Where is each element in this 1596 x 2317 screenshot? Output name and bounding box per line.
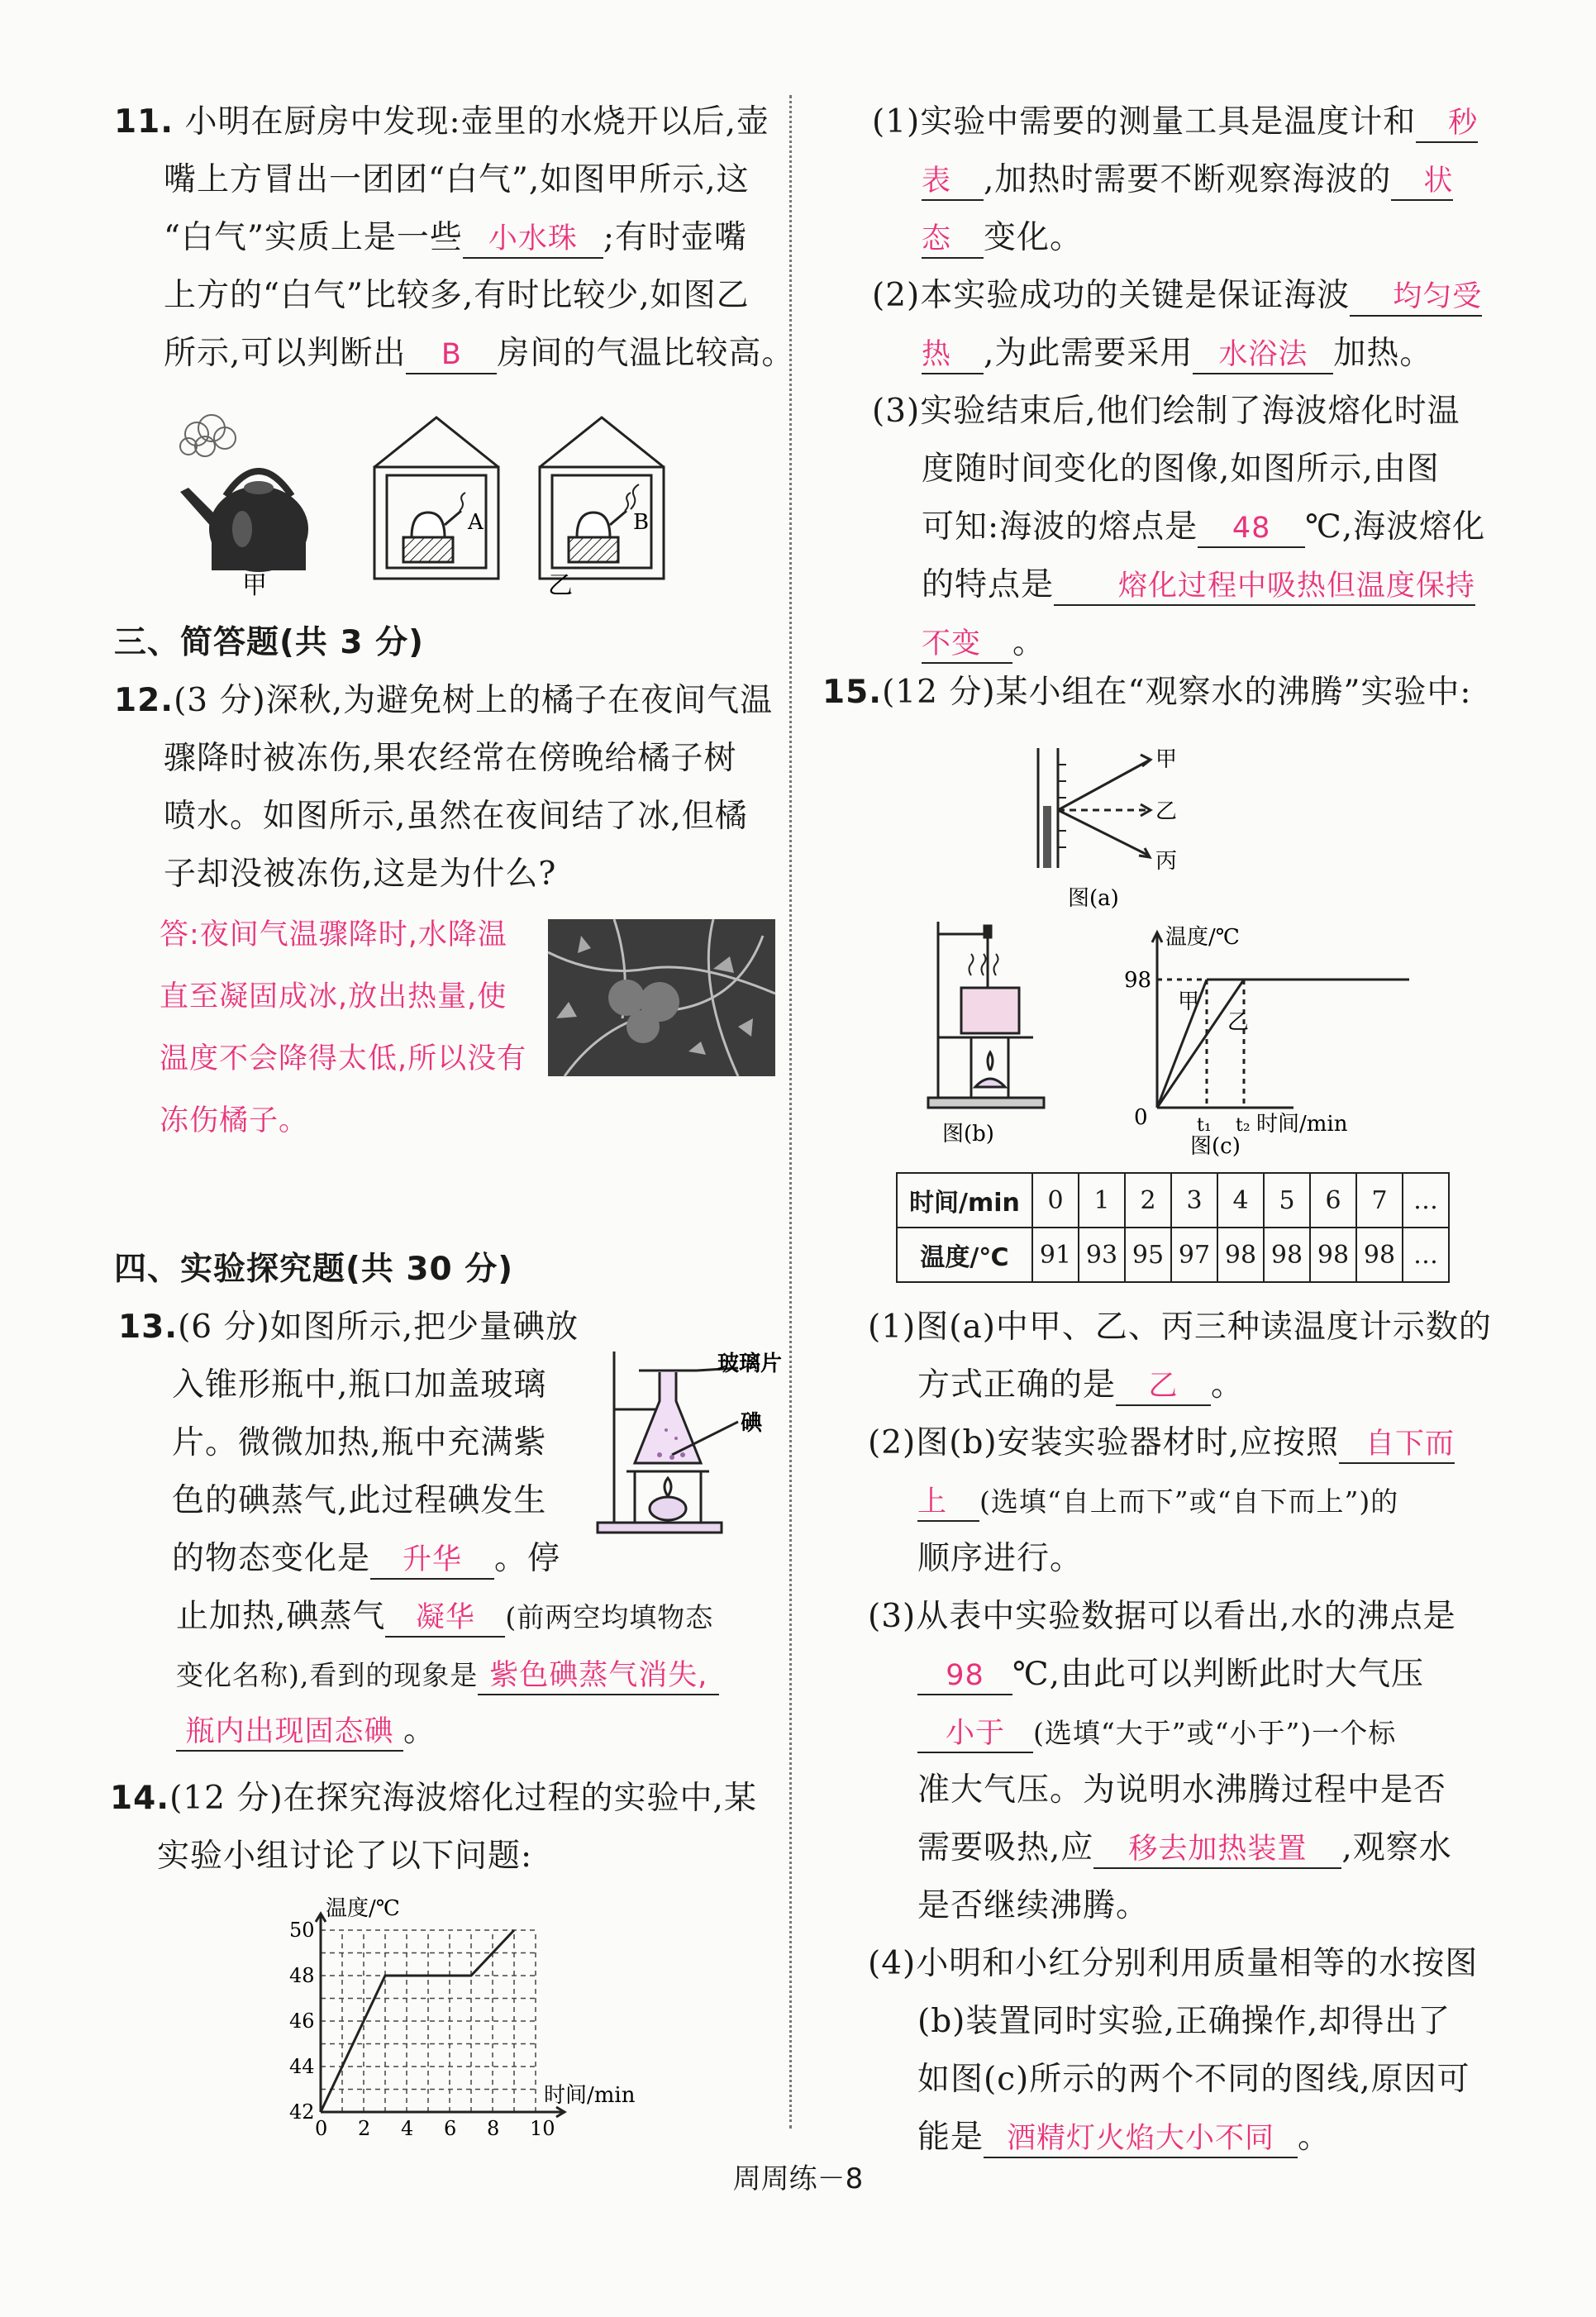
boiling-apparatus-figure: [922, 909, 1087, 1149]
q12-answer-line1: 答:夜间气温骤降时,水降温: [160, 918, 507, 951]
steam-cloud-icon: [180, 415, 236, 456]
q14-answer-2a: 均匀受: [1350, 279, 1482, 317]
q13-answer-3b: 瓶内出现固态碘: [176, 1714, 403, 1752]
q15-answer-3c: 移去加热装置: [1093, 1831, 1341, 1869]
table-cell: 0: [1032, 1173, 1079, 1228]
q14-answer-3c: 不变: [922, 626, 1012, 664]
iodine-label: 碘: [741, 1411, 763, 1436]
q12-line4: 子却没被冻伤,这是为什么?: [164, 856, 557, 893]
q14-part1-line2: 表 ,加热时需要不断观察海波的 状: [922, 159, 1453, 202]
table-header-temp: 温度/℃: [897, 1228, 1032, 1282]
room-a-label: A: [468, 510, 484, 535]
q14-part1-line3: 态 变化。: [922, 217, 1083, 260]
q11-answer-1: 小水珠: [463, 221, 603, 259]
q14-part2-line1: (2)本实验成功的关键是保证海波 均匀受: [872, 274, 1482, 317]
table-cell: 98: [1264, 1228, 1310, 1282]
reading-yi-label: 乙: [1155, 799, 1178, 824]
q15-part3-line1: (3)从表中实验数据可以看出,水的沸点是: [868, 1598, 1456, 1635]
y-tick-label: 48: [289, 1964, 315, 1987]
fig-c-y-label: 温度/℃: [1165, 925, 1240, 950]
q14-answer-2c: 水浴法: [1193, 336, 1333, 374]
q14-part3-line5: 不变 。: [922, 622, 1046, 665]
q14-part3-line1: (3)实验结束后,他们绘制了海波熔化时温: [872, 393, 1460, 430]
q15-part4-line4: 能是 酒精灯火焰大小不同 。: [917, 2116, 1331, 2159]
table-cell: …: [1403, 1173, 1449, 1228]
table-cell: 6: [1310, 1173, 1356, 1228]
q11-figures: [164, 405, 742, 612]
q13-line5: 的物态变化是 升华 。停: [172, 1538, 560, 1580]
chart-ticks: [289, 1919, 555, 2140]
table-cell: 91: [1032, 1228, 1079, 1282]
q15-part4-line3: 如图(c)所示的两个不同的图线,原因可: [917, 2061, 1470, 2098]
table-cell: 3: [1171, 1173, 1217, 1228]
q15-part3-line2: 98 ℃,由此可以判断此时大气压: [917, 1653, 1424, 1696]
q14-part3-line4: 的特点是 熔化过程中吸热但温度保持: [922, 564, 1475, 607]
table-cell: 1: [1079, 1173, 1125, 1228]
iodine-apparatus-figure: [593, 1339, 783, 1546]
q12-answer-line2: 直至凝固成冰,放出热量,使: [160, 980, 507, 1013]
q13-line6: 止加热,碘蒸气 凝华 (前两空均填物态: [176, 1595, 713, 1639]
q14-answer-1d: 态: [922, 221, 984, 259]
kettle-icon: [180, 471, 308, 572]
q13-line4: 色的碘蒸气,此过程碘发生: [172, 1482, 547, 1519]
page-footer: 周周练－8: [732, 2162, 864, 2195]
q13-answer-2: 凝华: [385, 1599, 505, 1638]
q11-answer-2: B: [406, 336, 497, 374]
reading-jia-label: 甲: [1155, 747, 1178, 772]
table-cell: 93: [1079, 1228, 1125, 1282]
q13-line8: 瓶内出现固态碘 。: [176, 1709, 436, 1752]
q15-part2-line2: 上 (选填“自上而下”或“自下而上”)的: [917, 1480, 1398, 1523]
q14-line2: 实验小组讨论了以下问题:: [157, 1838, 533, 1875]
q15-part4-line2: (b)装置同时实验,正确操作,却得出了: [917, 2003, 1451, 2040]
fig-c-98-label: 98: [1124, 968, 1152, 993]
table-cell: 98: [1217, 1228, 1264, 1282]
frozen-orange-photo: [548, 919, 775, 1076]
room-b-label: B: [633, 510, 650, 535]
fig-jia-label: 甲: [242, 571, 267, 600]
q14-answer-1a: 秒: [1416, 105, 1478, 143]
q11-line2: 嘴上方冒出一团团“白气”,如图甲所示,这: [164, 161, 750, 198]
fig-c-yi-label: 乙: [1227, 1010, 1250, 1035]
q14-answer-2b: 热: [922, 336, 984, 374]
q15-answer-2b: 上: [917, 1484, 979, 1522]
table-cell: 97: [1171, 1228, 1217, 1282]
q15-line1: 15.(12 分)某小组在“观察水的沸腾”实验中:: [822, 674, 1472, 711]
reading-bing-label: 丙: [1155, 849, 1178, 874]
q11-line5: 所示,可以判断出 B 房间的气温比较高。: [164, 332, 794, 375]
q15-answer-2a: 自下而: [1339, 1426, 1455, 1464]
fig-c-caption: 图(c): [1190, 1134, 1241, 1159]
q14-answer-3a: 48: [1198, 510, 1305, 548]
table-cell: 4: [1217, 1173, 1264, 1228]
glass-plate-label: 玻璃片: [717, 1352, 783, 1376]
q13-line2: 入锥形瓶中,瓶口加盖玻璃: [172, 1366, 547, 1404]
y-tick-label: 50: [289, 1919, 315, 1942]
q14-answer-1c: 状: [1391, 163, 1453, 201]
fig-c-t1-label: t₁: [1197, 1115, 1212, 1136]
q15-part1-line1: (1)图(a)中甲、乙、丙三种读温度计示数的: [868, 1309, 1492, 1346]
q14-part3-line2: 度随时间变化的图像,如图所示,由图: [922, 451, 1440, 488]
table-cell: 2: [1125, 1173, 1171, 1228]
boiling-data-table: [896, 1172, 1450, 1283]
x-tick-label: 6: [444, 2117, 457, 2140]
q14-part3-line3: 可知:海波的熔点是 48 ℃,海波熔化: [922, 506, 1485, 549]
chart-axes: [316, 1914, 565, 2117]
q15-answer-3b: 小于: [917, 1715, 1033, 1753]
q15-answer-1: 乙: [1116, 1368, 1211, 1406]
section-4-title: 四、实验探究题(共 30 分): [114, 1251, 514, 1288]
table-cell: 98: [1310, 1228, 1356, 1282]
q15-part3-line4: 准大气压。为说明水沸腾过程中是否: [917, 1771, 1447, 1809]
q12-answer-line3: 温度不会降得太低,所以没有: [160, 1042, 527, 1075]
table-cell: 5: [1264, 1173, 1310, 1228]
section-3-title: 三、简答题(共 3 分): [114, 624, 424, 661]
table-row: [897, 1228, 1449, 1282]
q15-part4-line1: (4)小明和小红分别利用质量相等的水按图: [868, 1945, 1479, 1982]
q13-line1: 13.(6 分)如图所示,把少量碘放: [118, 1309, 579, 1346]
x-tick-label: 0: [315, 2117, 328, 2140]
table-cell: 98: [1356, 1228, 1403, 1282]
q13-answer-1: 升华: [370, 1542, 494, 1580]
x-tick-label: 2: [358, 2117, 371, 2140]
q14-answer-1b: 表: [922, 163, 984, 201]
column-divider: [789, 95, 792, 2129]
q12-line3: 喷水。如图所示,虽然在夜间结了冰,但橘: [164, 798, 748, 835]
fig-c-jia-label: 甲: [1178, 989, 1200, 1014]
haibo-melting-chart: [288, 1896, 767, 2149]
x-tick-label: 4: [401, 2117, 414, 2140]
y-tick-label: 42: [289, 2100, 315, 2124]
fig-c-origin-label: 0: [1134, 1105, 1148, 1130]
q11-line1: 11. 小明在厨房中发现:壶里的水烧开以后,壶: [114, 103, 770, 141]
room-b-figure: [540, 417, 664, 579]
y-tick-label: 46: [289, 2009, 315, 2033]
fig-a-caption: 图(a): [1068, 886, 1119, 911]
q14-part2-line2: 热 ,为此需要采用 水浴法 加热。: [922, 332, 1432, 375]
q15-part2-line1: (2)图(b)安装实验器材时,应按照 自下而: [868, 1422, 1455, 1465]
q15-part3-line6: 是否继续沸腾。: [917, 1887, 1150, 1924]
q14-line1: 14.(12 分)在探究海波熔化过程的实验中,某: [110, 1780, 757, 1817]
table-cell: …: [1403, 1228, 1449, 1282]
q15-answer-3a: 98: [917, 1657, 1012, 1695]
q13-line3: 片。微微加热,瓶中充满紫: [172, 1424, 547, 1461]
table-cell: 7: [1356, 1173, 1403, 1228]
q15-part3-line3: 小于 (选填“大于”或“小于”)一个标: [917, 1711, 1396, 1755]
y-tick-label: 44: [289, 2055, 315, 2078]
table-header-time: 时间/min: [897, 1173, 1032, 1228]
thermometer-reading-figure: [1025, 740, 1240, 922]
fig-c-x-label: 时间/min: [1256, 1112, 1348, 1137]
q15-part3-line5: 需要吸热,应 移去加热装置 ,观察水: [917, 1827, 1452, 1870]
boiling-curve-figure: [1124, 918, 1422, 1157]
fig-yi-label: 乙: [548, 571, 573, 600]
chart-y-label: 温度/℃: [326, 1896, 400, 1921]
chart-grid: [321, 1930, 536, 2112]
q12-line2: 骤降时被冻伤,果农经常在傍晚给橘子树: [164, 740, 737, 777]
q12-line1: 12.(3 分)深秋,为避免树上的橘子在夜间气温: [114, 682, 774, 719]
q12-answer-line4: 冻伤橘子。: [160, 1104, 309, 1137]
q11-line4: 上方的“白气”比较多,有时比较少,如图乙: [164, 277, 750, 314]
q13-line7: 变化名称),看到的现象是 紫色碘蒸气消失,: [176, 1653, 719, 1697]
x-tick-label: 8: [487, 2117, 500, 2140]
x-tick-label: 10: [530, 2117, 555, 2140]
q15-part2-line3: 顺序进行。: [917, 1540, 1084, 1577]
q15-answer-4: 酒精灯火焰大小不同: [984, 2120, 1298, 2158]
table-cell: 95: [1125, 1228, 1171, 1282]
table-row: [897, 1173, 1449, 1228]
fig-b-caption: 图(b): [942, 1122, 994, 1147]
q14-part1-line1: (1)实验中需要的测量工具是温度计和 秒: [872, 101, 1478, 144]
chart-x-label: 时间/min: [544, 2083, 636, 2108]
fig-c-t2-label: t₂: [1236, 1115, 1251, 1136]
q13-answer-3: 紫色碘蒸气消失,: [478, 1657, 719, 1695]
q14-answer-3b: 熔化过程中吸热但温度保持: [1054, 568, 1475, 606]
q11-line3: “白气”实质上是一些 小水珠 ;有时壶嘴: [164, 217, 747, 260]
q15-part1-line2: 方式正确的是 乙 。: [917, 1364, 1244, 1407]
room-a-figure: [374, 417, 498, 579]
